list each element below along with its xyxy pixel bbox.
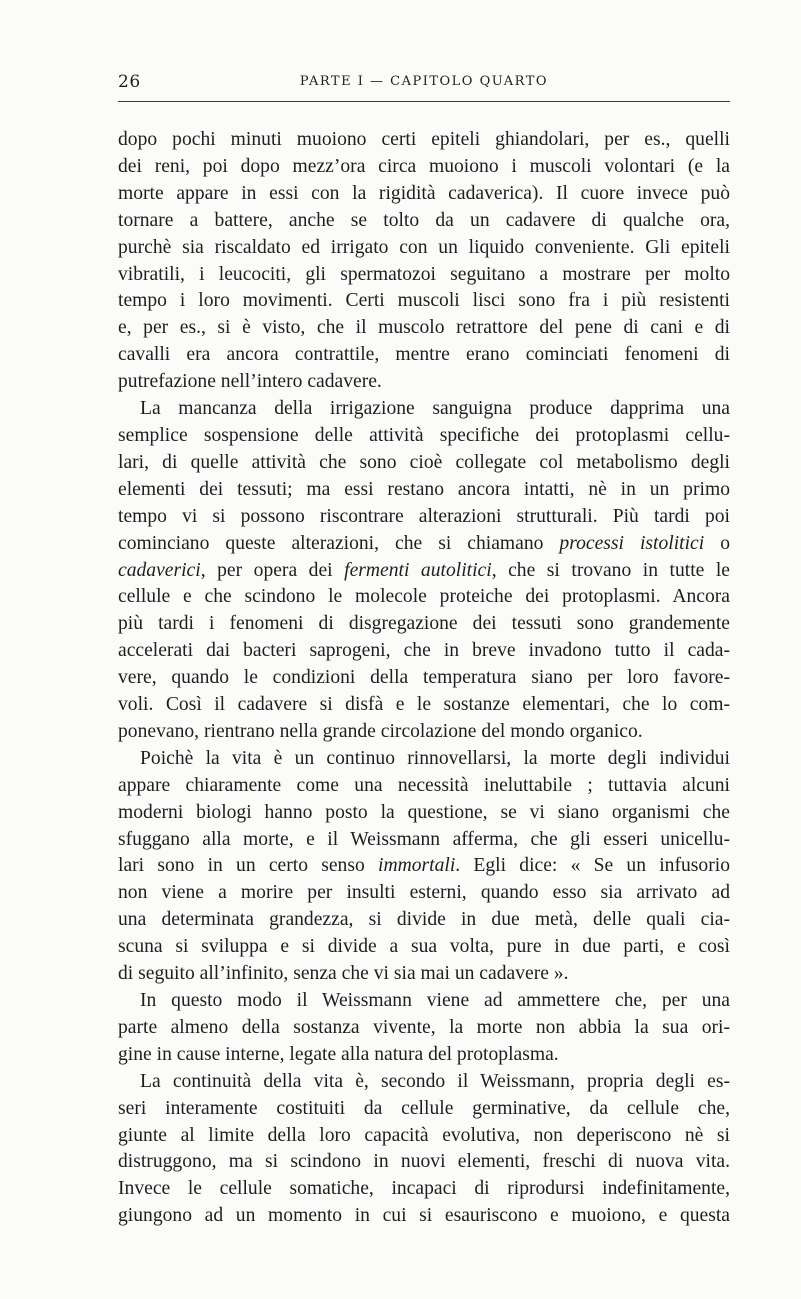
text-line: cadaverici, per opera dei fermenti autolitici, che si trovano in tutte le xyxy=(118,559,730,581)
text-line: La continuità della vita è, secondo il Weissmann, propria degli es- xyxy=(140,1070,730,1092)
text-line: non viene a morire per insulti esterni, quando esso sia arrivato ad xyxy=(118,882,730,904)
text-line: semplice sospensione delle attività specifiche dei protoplasmi cellu- xyxy=(118,424,730,446)
text-line: voli. Così il cadavere si disfà e le sostanze elementari, che lo com- xyxy=(118,694,730,716)
text-line: sfuggano alla morte, e il Weissmann afferma, che gli esseri unicellu- xyxy=(118,828,730,850)
text-line: ponevano, rientrano nella grande circolazione del mondo organico. xyxy=(118,720,643,742)
text-line: cellule e che scindono le molecole proteiche dei protoplasmi. Ancora xyxy=(118,586,730,608)
text-line: morte appare in essi con la rigidità cadaverica). Il cuore invece può xyxy=(118,182,730,204)
text-line: tempo vi si possono riscontrare alterazioni strutturali. Più tardi poi xyxy=(118,505,730,527)
text-line: una determinata grandezza, si divide in due metà, delle quali cia- xyxy=(118,909,730,931)
text-line: accelerati dai bacteri saprogeni, che in breve invadono tutto il cada- xyxy=(118,640,730,662)
paragraph xyxy=(118,127,730,396)
text-line: cominciano queste alterazioni, che si chiamano processi istolitici o xyxy=(118,532,730,554)
text-line: dei reni, poi dopo mezz’ora circa muoiono i muscoli volontari (e la xyxy=(118,155,730,177)
text-line: moderni biologi hanno posto la questione, se vi siano organismi che xyxy=(118,801,730,823)
text-line: Invece le cellule somatiche, incapaci di riprodursi indefinitamente, xyxy=(118,1178,730,1200)
text-line: gine in cause interne, legate alla natura del protoplasma. xyxy=(118,1043,559,1065)
text-line: giunte al limite della loro capacità evolutiva, non deperiscono nè si xyxy=(118,1124,730,1146)
paragraph xyxy=(118,1069,730,1230)
running-title: PARTE I — CAPITOLO QUARTO xyxy=(299,74,549,89)
text-line: vere, quando le condizioni della temperatura siano per loro favore- xyxy=(118,667,730,689)
italic-term: fermenti autolitici xyxy=(344,559,492,581)
text-line: lari, di quelle attività che sono cioè collegate col metabolismo degli xyxy=(118,451,730,473)
paragraph xyxy=(118,396,730,746)
text-line: putrefazione nell’intero cadavere. xyxy=(118,371,382,393)
italic-term: processi istolitici xyxy=(559,532,705,554)
text-line: appare chiaramente come una necessità ineluttabile ; tuttavia alcuni xyxy=(118,774,730,796)
text-line: scuna si sviluppa e si divide a sua volta, pure in due parti, e così xyxy=(118,936,730,958)
page-header xyxy=(118,72,730,96)
text-line: lari sono in un certo senso immortali. Egli dice: « Se un infusorio xyxy=(118,855,730,877)
text-line: di seguito all’infinito, senza che vi sia mai un cadavere ». xyxy=(118,963,569,985)
text-line: cavalli era ancora contrattile, mentre erano cominciati fenomeni di xyxy=(118,344,730,366)
header-rule xyxy=(118,101,730,102)
text-line: vibratili, i leucociti, gli spermatozoi seguitano a mostrare per molto xyxy=(118,263,730,285)
text-line: La mancanza della irrigazione sanguigna produce dapprima una xyxy=(140,398,730,420)
text-line: tornare a battere, anche se tolto da un cadavere di qualche ora, xyxy=(118,209,730,231)
text-line: distruggono, ma si scindono in nuovi elementi, freschi di nuova vita. xyxy=(118,1151,730,1173)
text-line: In questo modo il Weissmann viene ad ammettere che, per una xyxy=(140,990,730,1011)
text-line: dopo pochi minuti muoiono certi epiteli ghiandolari, per es., quelli xyxy=(118,129,730,150)
text-line: Poichè la vita è un continuo rinnovellarsi, la morte degli individui xyxy=(140,747,730,769)
paragraph xyxy=(118,746,730,988)
italic-term: immortali xyxy=(378,855,456,877)
text-line: giungono ad un momento in cui si esauriscono e muoiono, e questa xyxy=(118,1205,730,1227)
paragraph xyxy=(118,988,730,1069)
text-line: elementi dei tessuti; ma essi restano ancora intatti, nè in un primo xyxy=(118,478,730,500)
text-line: tempo i loro movimenti. Certi muscoli lisci sono fra i più resistenti xyxy=(118,290,730,312)
text-line: parte almeno della sostanza vivente, la morte non abbia la sua ori- xyxy=(118,1016,730,1038)
page-number: 26 xyxy=(118,72,141,92)
text-line: seri interamente costituiti da cellule germinative, da cellule che, xyxy=(118,1097,730,1119)
body-text xyxy=(118,127,730,1230)
text-line: purchè sia riscaldato ed irrigato con un liquido conveniente. Gli epiteli xyxy=(118,236,730,258)
text-line: più tardi i fenomeni di disgregazione dei tessuti sono grandemente xyxy=(118,613,730,635)
text-line: e, per es., si è visto, che il muscolo retrattore del pene di cani e di xyxy=(118,317,730,339)
italic-term: cadaverici xyxy=(118,559,201,581)
